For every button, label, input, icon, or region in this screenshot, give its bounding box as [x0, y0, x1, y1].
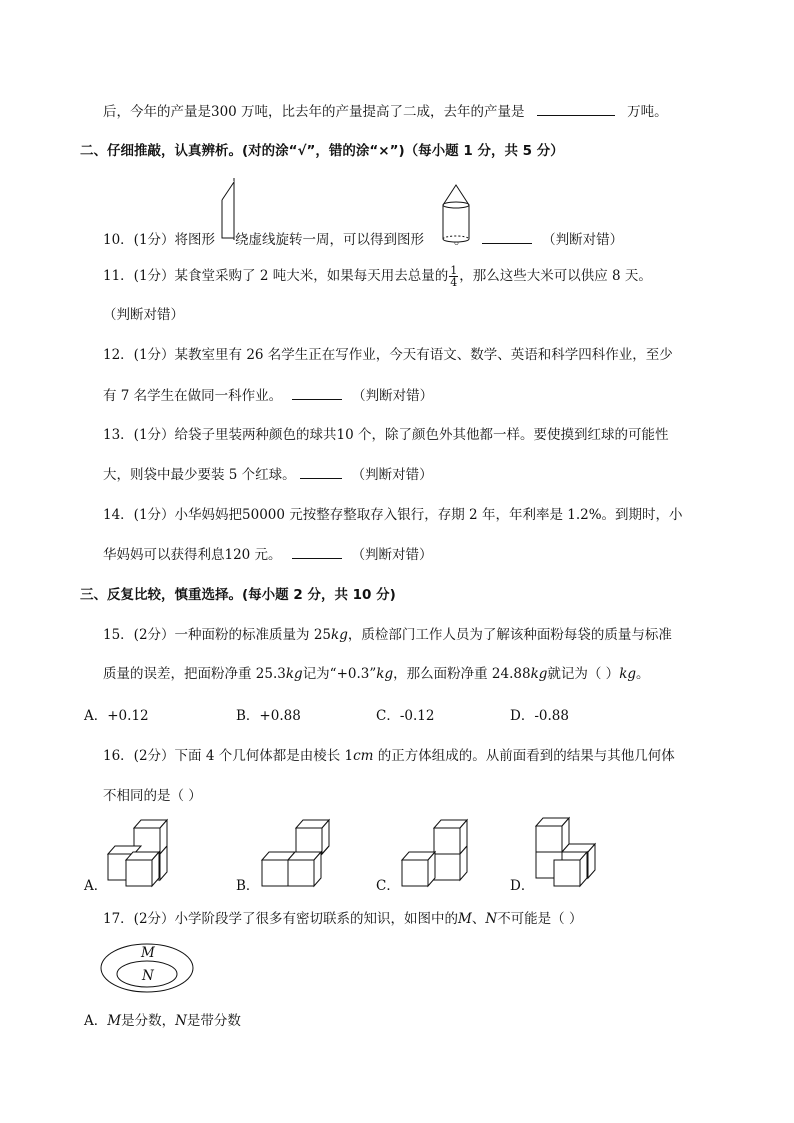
venn-label-m: M	[141, 945, 155, 961]
q11-judge: （判断对错）	[103, 307, 184, 323]
q10-line	[103, 229, 623, 250]
q9-tail-line	[103, 101, 668, 122]
q15-option-b[interactable]: B．+0.88	[236, 708, 301, 724]
q12-judge: （判断对错）	[352, 388, 434, 404]
q12-line-1: 12．(1分）某教室里有 26 名学生正在写作业，今天有语文、数学、英语和科学四科作业，至少	[103, 347, 673, 363]
q15-option-d[interactable]: D．-0.88	[510, 708, 569, 724]
q16-line-2: 不相同的是（ ）	[103, 788, 202, 804]
cube-figure-c	[398, 818, 478, 888]
q14-line-1: 14．(1分）小华妈妈把50000 元按整存整取存入银行，存期 2 年，年利率是 1.2%。到期时，小	[103, 507, 683, 523]
cube-figure-d	[532, 816, 612, 886]
q15-option-c[interactable]: C．-0.12	[376, 708, 435, 724]
venn-label-n: N	[142, 968, 154, 984]
q17-option-a[interactable]: A．M是分数，N是带分数	[84, 1013, 241, 1029]
q11-fraction: $\frac{1}{4}$	[450, 264, 458, 289]
q17-line-1: 17．(2分）小学阶段学了很多有密切联系的知识，如图中的M、N不可能是（ ）	[103, 911, 583, 927]
q16-option-c[interactable]: C．	[376, 878, 400, 894]
q10-text-c: 。	[454, 232, 468, 248]
q13-line-2: 大，则袋中最少要装 5 个红球。 （判断对错）	[103, 464, 433, 485]
q15-line-1: 15．(2分）一种面粉的标准质量为 25kg，质检部门工作人员为了解该种面粉每袋的质量与标准	[103, 627, 672, 643]
q14-judge: （判断对错）	[351, 547, 433, 563]
q16-option-d[interactable]: D．	[510, 878, 535, 894]
cube-figure-b	[258, 818, 338, 888]
unit-kg: kg	[331, 627, 348, 643]
q15-line-2: 质量的误差，把面粉净重 25.3kg记为“+0.3”kg，那么面粉净重 24.88kg就记为（ ）kg。	[103, 666, 650, 682]
q9-unit-text: 万吨。	[627, 104, 668, 120]
q10-judge: （判断对错）	[542, 232, 624, 248]
q11-text-b: ，那么这些大米可以供应 8 天。	[459, 268, 652, 284]
q9-answer-blank[interactable]	[537, 101, 615, 116]
unit-cm: cm	[353, 748, 374, 764]
q11-text-a: 11．(1分）某食堂采购了 2 吨大米，如果每天用去总量的	[103, 268, 449, 284]
cube-figure-a	[104, 818, 184, 888]
q9-text: 后，今年的产量是300 万吨，比去年的产量提高了二成，去年的产量是	[103, 104, 525, 120]
q14-answer-blank[interactable]	[292, 544, 342, 559]
q16-option-a[interactable]: A．	[84, 878, 108, 894]
q11-line-1	[103, 265, 652, 288]
q13-line-1: 13．(1分）给袋子里装两种颜色的球共10 个，除了颜色外其他都一样。要使摸到红球的可能性	[103, 427, 669, 443]
q10-text-a: 10．(1分）将图形	[103, 232, 216, 248]
q13-answer-blank[interactable]	[300, 464, 342, 479]
section-3-title: 三、反复比较，慎重选择。(每小题 2 分，共 10 分)	[80, 587, 396, 603]
q12-line-2: 有 7 名学生在做同一科作业。 （判断对错）	[103, 385, 433, 406]
q13-judge: （判断对错）	[351, 467, 433, 483]
section-2-title: 二、仔细推敲，认真辨析。(对的涂“√”，错的涂“×”)（每小题 1 分，共 5 分）	[80, 143, 564, 159]
q15-option-a[interactable]: A．+0.12	[84, 708, 149, 724]
q14-line-2: 华妈妈可以获得利息120 元。 （判断对错）	[103, 544, 433, 565]
q16-option-b[interactable]: B．	[236, 878, 260, 894]
q12-answer-blank[interactable]	[292, 385, 342, 400]
q10-text-b: 绕虚线旋转一周，可以得到图形	[235, 232, 425, 248]
q16-line-1: 16．(2分）下面 4 个几何体都是由棱长 1cm 的正方体组成的。从前面看到的结果与其他几何体	[103, 748, 675, 764]
q10-answer-blank[interactable]	[482, 229, 532, 244]
